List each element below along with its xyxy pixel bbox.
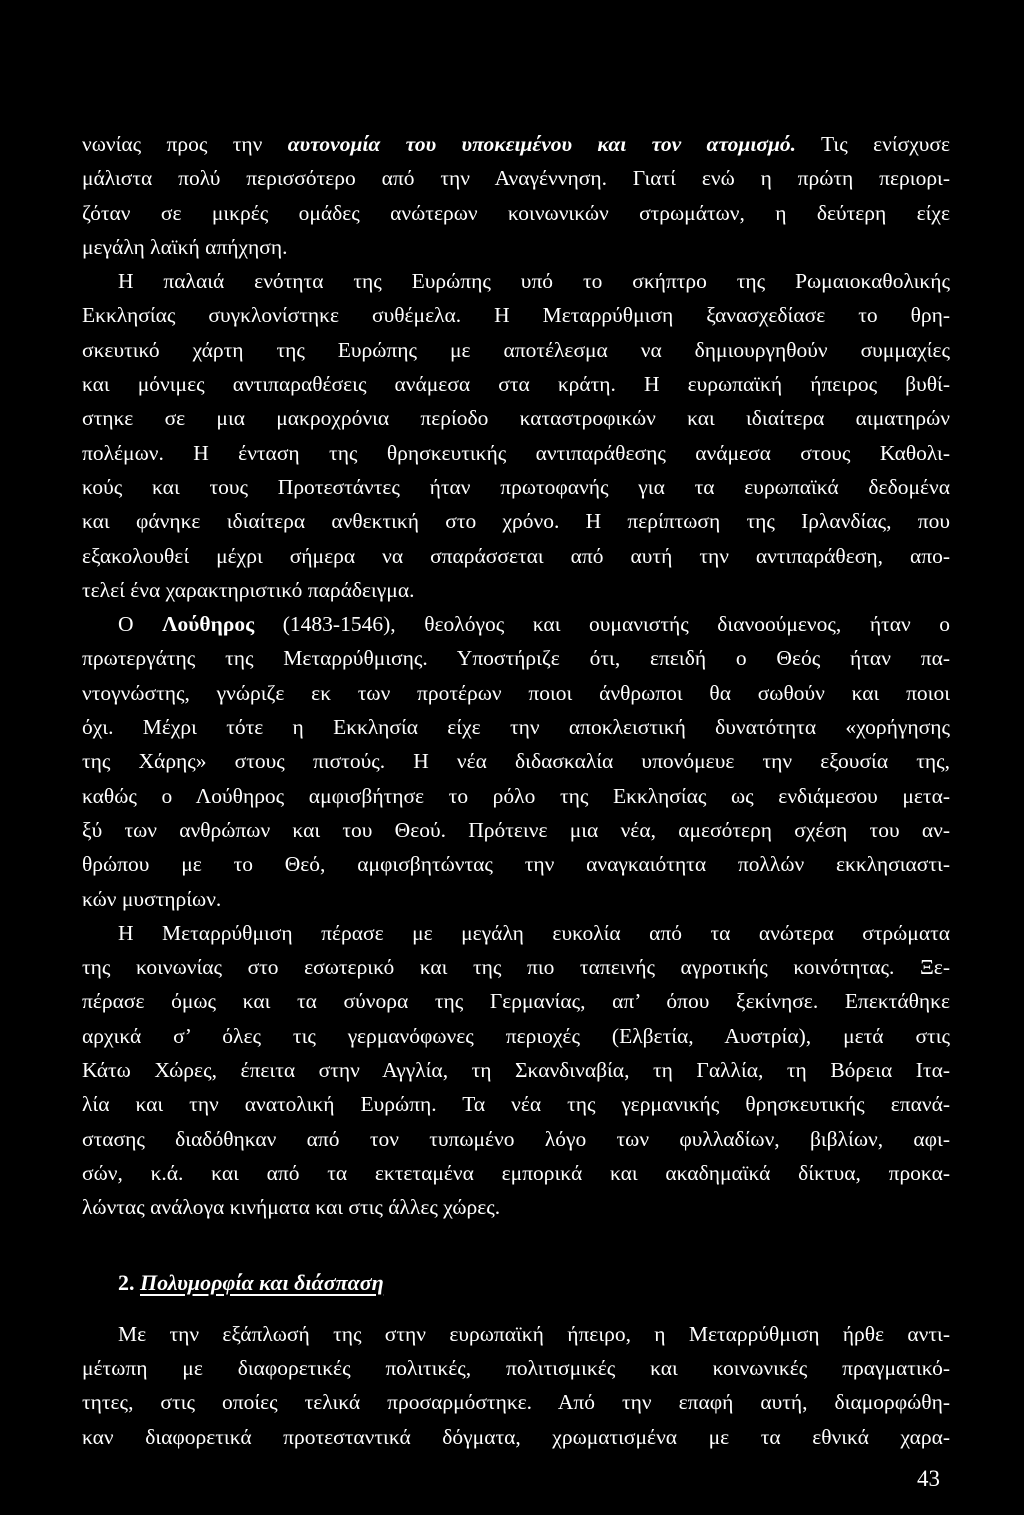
text-line: μεγάλη λαϊκή απήχηση.: [82, 234, 288, 259]
text-line: στηκε σε μια μακροχρόνια περίοδο καταστροφικών και ιδιαίτερα αιματηρών: [82, 406, 950, 431]
text-run: Ο: [118, 612, 163, 637]
text-line: Κάτω Χώρες, έπειτα στην Αγγλία, τη Σκανδιναβία, τη Γαλλία, τη Βόρεια Ιτα-: [82, 1058, 950, 1083]
text-run: (1483-1546), θεολόγος και ουμανιστής διανοούμενος, ήταν ο: [254, 612, 951, 637]
text-line: στασης διαδόθηκαν από τον τυπωμένο λόγο των φυλλαδίων, βιβλίων, αφι-: [82, 1126, 950, 1151]
text-line: καθώς ο Λούθηρος αμφισβήτησε το ρόλο της Εκκλησίας ως ενδιάμεσου μετα-: [82, 783, 950, 808]
text-line: ζόταν σε μικρές ομάδες ανώτερων κοινωνικών στρωμάτων, η δεύτερη είχε: [82, 200, 950, 225]
text-line: τητες, στις οποίες τελικά προσαρμόστηκε. Από την επαφή αυτή, διαμορφώθη-: [82, 1390, 950, 1415]
text-line: σκευτικό χάρτη της Ευρώπης με αποτέλεσμα να δημιουργηθούν συμμαχίες: [82, 337, 950, 362]
text-line: εξακολουθεί μέχρι σήμερα να σπαράσσεται από αυτή την αντιπαράθεση, απο-: [82, 543, 950, 568]
section-title: Πολυμορφία και διάσπαση: [140, 1269, 384, 1295]
text-line: και μόνιμες αντιπαραθέσεις ανάμεσα στα κράτη. Η ευρωπαϊκή ήπειρος βυθί-: [82, 372, 950, 397]
page-number: 43: [917, 1466, 940, 1491]
text-line: κών μυστηρίων.: [82, 886, 222, 911]
text-line: της κοινωνίας στο εσωτερικό και της πιο ταπεινής αγροτικής κοινότητας. Ξε-: [82, 955, 950, 980]
text-line: της Χάρης» στους πιστούς. Η νέα διδασκαλία υπονόμευε την εξουσία της,: [82, 749, 950, 774]
page-body: [82, 127, 950, 1454]
text-line: αρχικά σ’ όλες τις γερμανόφωνες περιοχές (Ελβετία, Αυστρία), μετά στις: [82, 1023, 950, 1048]
text-line: [82, 127, 950, 161]
text-line: μάλιστα πολύ περισσότερο από την Αναγέννηση. Γιατί ενώ η πρώτη περιορι-: [82, 166, 950, 191]
section-number: 2.: [118, 1269, 135, 1295]
text-line: σών, κ.ά. και από τα εκτεταμένα εμπορικά και ακαδημαϊκά δίκτυα, προκα-: [82, 1160, 950, 1185]
emphasis-text: αυτονομία του υποκειμένου και τον ατομισμό.: [287, 132, 797, 156]
text-line: λία και την ανατολική Ευρώπη. Τα νέα της γερμανικής θρησκευτικής επανά-: [82, 1092, 950, 1117]
text-line: πέρασε όμως και τα σύνορα της Γερμανίας, απ’ όπου ξεκίνησε. Επεκτάθηκε: [82, 989, 950, 1014]
text-line: κούς και τους Προτεστάντες ήταν πρωτοφανής για τα ευρωπαϊκά δεδομένα: [82, 474, 950, 499]
text-line: ντογνώστης, γνώριζε εκ των προτέρων ποιοι άνθρωποι θα σωθούν και ποιοι: [82, 680, 950, 705]
text-line: Η Μεταρρύθμιση πέρασε με μεγάλη ευκολία από τα ανώτερα στρώματα: [118, 920, 950, 945]
text-line: Με την εξάπλωσή της στην ευρωπαϊκή ήπειρο, η Μεταρρύθμιση ήρθε αντι-: [118, 1321, 950, 1346]
text-line: πρωτεργάτης της Μεταρρύθμισης. Υποστήριζε ότι, επειδή ο Θεός ήταν πα-: [82, 646, 950, 671]
text-line: και φάνηκε ιδιαίτερα ανθεκτική στο χρόνο. Η περίπτωση της Ιρλανδίας, που: [82, 509, 950, 534]
text-line: λώντας ανάλογα κινήματα και στις άλλες χώρες.: [82, 1195, 501, 1220]
text-run: νωνίας προς την: [82, 132, 288, 156]
text-line: καν διαφορετικά προτεσταντικά δόγματα, χρωματισμένα με τα εθνικά χαρα-: [82, 1424, 950, 1449]
text-line: [82, 607, 950, 641]
text-line: όχι. Μέχρι τότε η Εκκλησία είχε την αποκλειστική δυνατότητα «χορήγησης: [82, 715, 950, 740]
text-line: μέτωπη με διαφορετικές πολιτικές, πολιτισμικές και κοινωνικές πραγματικό-: [82, 1356, 950, 1381]
section-heading: [82, 1266, 950, 1300]
text-line: θρώπου με το Θεό, αμφισβητώντας την αναγκαιότητα πολλών εκκλησιαστι-: [82, 852, 950, 877]
text-line: τελεί ένα χαρακτηριστικό παράδειγμα.: [82, 577, 415, 602]
text-line: Εκκλησίας συγκλονίστηκε συθέμελα. Η Μεταρρύθμιση ξανασχεδίασε το θρη-: [82, 303, 950, 328]
text-line: πολέμων. Η ένταση της θρησκευτικής αντιπαράθεσης ανάμεσα στους Καθολι-: [82, 440, 950, 465]
text-line: Η παλαιά ενότητα της Ευρώπης υπό το σκήπτρο της Ρωμαιοκαθολικής: [118, 269, 950, 294]
text-run: Τις ενίσχυσε: [796, 132, 951, 156]
emphasis-text: Λούθηρος: [162, 612, 255, 637]
text-line: ξύ των ανθρώπων και του Θεού. Πρότεινε μια νέα, αμεσότερη σχέση του αν-: [82, 817, 950, 842]
